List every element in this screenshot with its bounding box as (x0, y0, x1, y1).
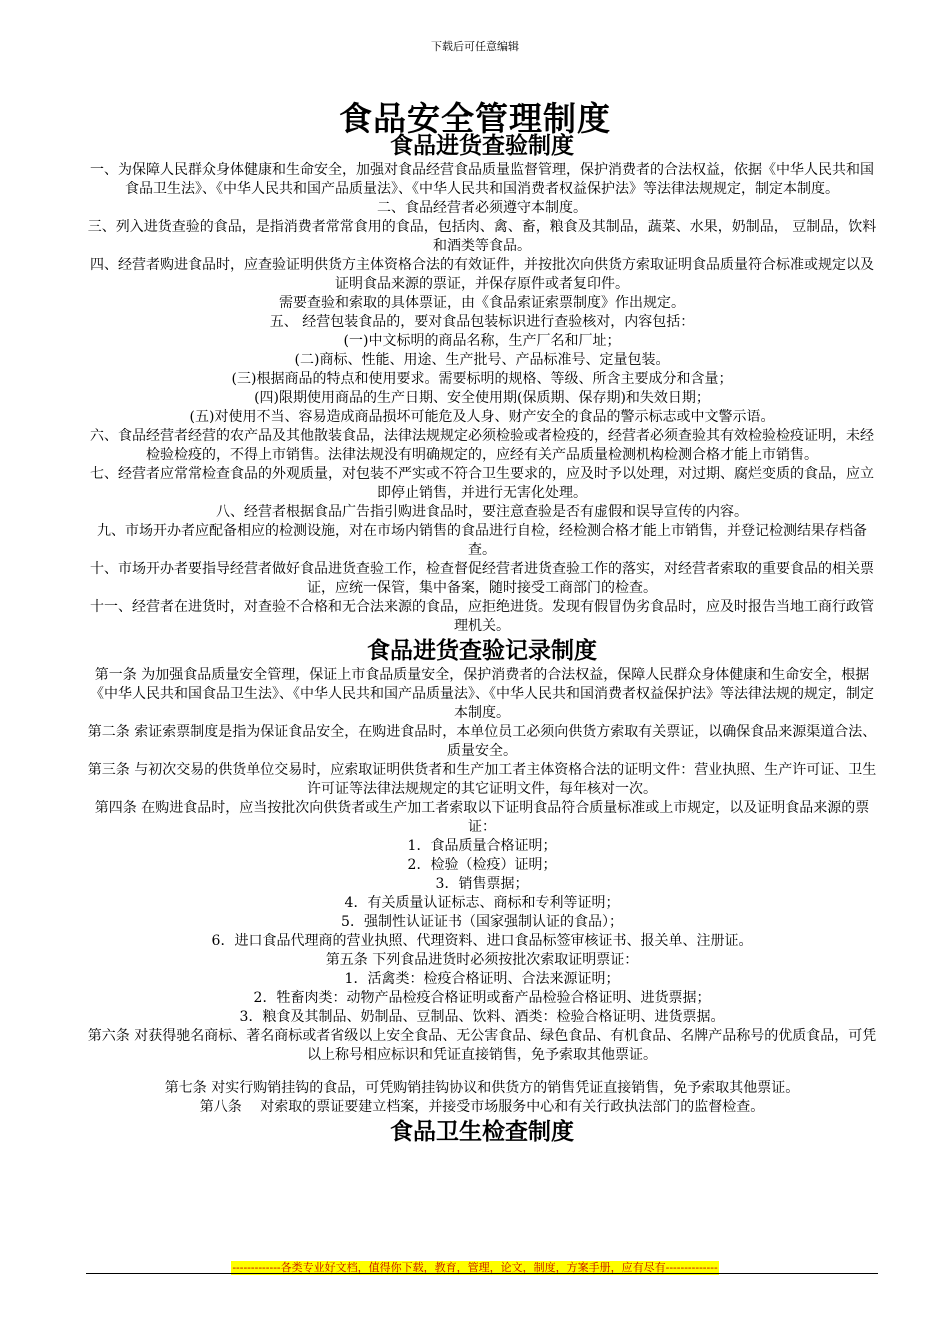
s1-paragraph-12: 十一、经营者在进货时，对查验不合格和无合法来源的食品，应拒绝进货。发现有假冒伪劣食品时，应及时报告当地工商行政管理机关。 (90, 599, 874, 634)
section-title-purchase-inspection: 食品进货查验制度 (390, 133, 574, 159)
s2-article-2: 第二条 索证索票制度是指为保证食品安全，在购进食品时，本单位员工必须向供货方索取有关票证，以确保食品来源渠道合法、质量安全。 (87, 724, 877, 759)
page-header: 下载后可任意编辑 (431, 40, 519, 53)
s2-list-item-3: 3．销售票据； (435, 876, 529, 892)
s1-list-item-5: (五)对使用不当、容易造成商品损坏可能危及人身、财产安全的食品的警示标志或中文警示语。 (189, 409, 775, 425)
s2-article-6: 第六条 对获得驰名商标、著名商标或者省级以上安全食品、无公害食品、绿色食品、有机食品、名牌产品称号的优质食品，可凭以上称号相应标识和凭证直接销售，免予索取其他票证。 (87, 1028, 877, 1063)
s1-paragraph-9: 八、经营者根据食品广告指引购进食品时，要注意查验是否有虚假和误导宣传的内容。 (216, 504, 748, 520)
footer-divider (86, 1273, 878, 1274)
section-title-purchase-records: 食品进货查验记录制度 (367, 638, 597, 664)
s1-paragraph-2: 二、食品经营者必须遵守本制度。 (377, 200, 587, 216)
s1-list-item-1: (一)中文标明的商品名称，生产厂名和厂址； (343, 333, 621, 349)
s2-article-1: 第一条 为加强食品质量安全管理，保证上市食品质量安全，保护消费者的合法权益，保障人民群众身体健康和生命安全，根据《中华人民共和国食品卫生法》、《中华人民共和国产品质量法》、《中华人民共和国消费者权益保护法》等法律法规的规定，制定本制度。 (90, 667, 874, 721)
s2-sublist-item-3: 3．粮食及其制品、奶制品、豆制品、饮料、酒类：检验合格证明、进货票据。 (239, 1009, 725, 1025)
s2-sublist-item-1: 1．活禽类：检疫合格证明、合法来源证明； (344, 971, 620, 987)
document-title: 食品安全管理制度 (339, 99, 611, 138)
s2-list-item-6: 6．进口食品代理商的营业执照、代理资料、进口食品标签审核证书、报关单、注册证。 (211, 933, 753, 949)
s2-list-item-2: 2．检验（检疫）证明； (407, 857, 557, 873)
s1-paragraph-7: 六、食品经营者经营的农产品及其他散装食品，法律法规规定必须检验或者检疫的，经营者必须查验其有效检验检疫证明，未经检验检疫的，不得上市销售。法律法规没有明确规定的，应经有关产品质量检测机构检测合格才能上市销售。 (90, 428, 874, 463)
s1-paragraph-5: 需要查验和索取的具体票证，由《食品索证索票制度》作出规定。 (279, 295, 685, 311)
section-title-hygiene-inspection: 食品卫生检查制度 (390, 1119, 574, 1145)
s1-list-item-4: (四)限期使用商品的生产日期、安全使用期(保质期、保存期)和失效日期； (254, 390, 710, 406)
s2-list-item-5: 5．强制性认证证书（国家强制认证的食品）； (341, 914, 623, 930)
s1-paragraph-3: 三、列入进货查验的食品，是指消费者常常食用的食品，包括肉、禽、畜，粮食及其制品，蔬菜、水果，奶制品， 豆制品，饮料和酒类等食品。 (87, 219, 877, 254)
s1-list-item-2: (二)商标、性能、用途、生产批号、产品标准号、定量包装。 (294, 352, 670, 368)
s1-paragraph-6: 五、 经营包装食品的，要对食品包装标识进行查验核对，内容包括： (269, 314, 695, 330)
s1-paragraph-8: 七、经营者应常常检查食品的外观质量，对包装不严实或不符合卫生要求的，应及时予以处理，对过期、腐烂变质的食品，应立即停止销售，并进行无害化处理。 (90, 466, 874, 501)
spacer (86, 1065, 878, 1079)
s2-article-5: 第五条 下列食品进货时必须按批次索取证明票证： (325, 952, 639, 968)
s1-paragraph-10: 九、市场开办者应配备相应的检测设施，对在市场内销售的食品进行自检，经检测合格才能上市销售，并登记检测结果存档备查。 (97, 523, 867, 558)
s2-article-7: 第七条 对实行购销挂钩的食品，可凭购销挂钩协议和供货方的销售凭证直接销售，免予索取其他票证。 (164, 1080, 800, 1096)
document-body (86, 131, 878, 1147)
s2-list-item-4: 4．有关质量认证标志、商标和专利等证明； (344, 895, 620, 911)
s1-paragraph-4: 四、经营者购进食品时，应查验证明供货方主体资格合法的有效证件，并按批次向供货方索取证明食品质量符合标准或规定以及证明食品来源的票证，并保存原件或者复印件。 (90, 257, 874, 292)
s1-paragraph-11: 十、市场开办者要指导经营者做好食品进货查验工作，检查督促经营者进货查验工作的落实，对经营者索取的重要食品的相关票证，应统一保管，集中备案，随时接受工商部门的检查。 (90, 561, 874, 596)
s2-article-4: 第四条 在购进食品时，应当按批次向供货者或生产加工者索取以下证明食品符合质量标准或上市规定，以及证明食品来源的票证： (94, 800, 870, 835)
s2-article-8: 第八条 对索取的票证要建立档案，并接受市场服务中心和有关行政执法部门的监督检查。 (199, 1099, 765, 1115)
s2-list-item-1: 1．食品质量合格证明； (407, 838, 557, 854)
s1-list-item-3: (三)根据商品的特点和使用要求。需要标明的规格、等级、所含主要成分和含量； (231, 371, 733, 387)
footer-banner: -------------各类专业好文档，值得你下载，教育，管理，论文，制度，方案手册，应有尽有-------------- (232, 1261, 718, 1274)
s2-sublist-item-2: 2．牲畜肉类：动物产品检疫合格证明或畜产品检验合格证明、进货票据； (253, 990, 711, 1006)
s2-article-3: 第三条 与初次交易的供货单位交易时，应索取证明供货者和生产加工者主体资格合法的证明文件：营业执照、生产许可证、卫生许可证等法律法规规定的其它证明文件，每年核对一次。 (87, 762, 877, 797)
s1-paragraph-1: 一、为保障人民群众身体健康和生命安全，加强对食品经营食品质量监督管理，保护消费者的合法权益，依据《中华人民共和国食品卫生法》、《中华人民共和国产品质量法》、《中华人民共和国消费者权益保护法》等法律法规规定，制定本制度。 (90, 162, 874, 197)
